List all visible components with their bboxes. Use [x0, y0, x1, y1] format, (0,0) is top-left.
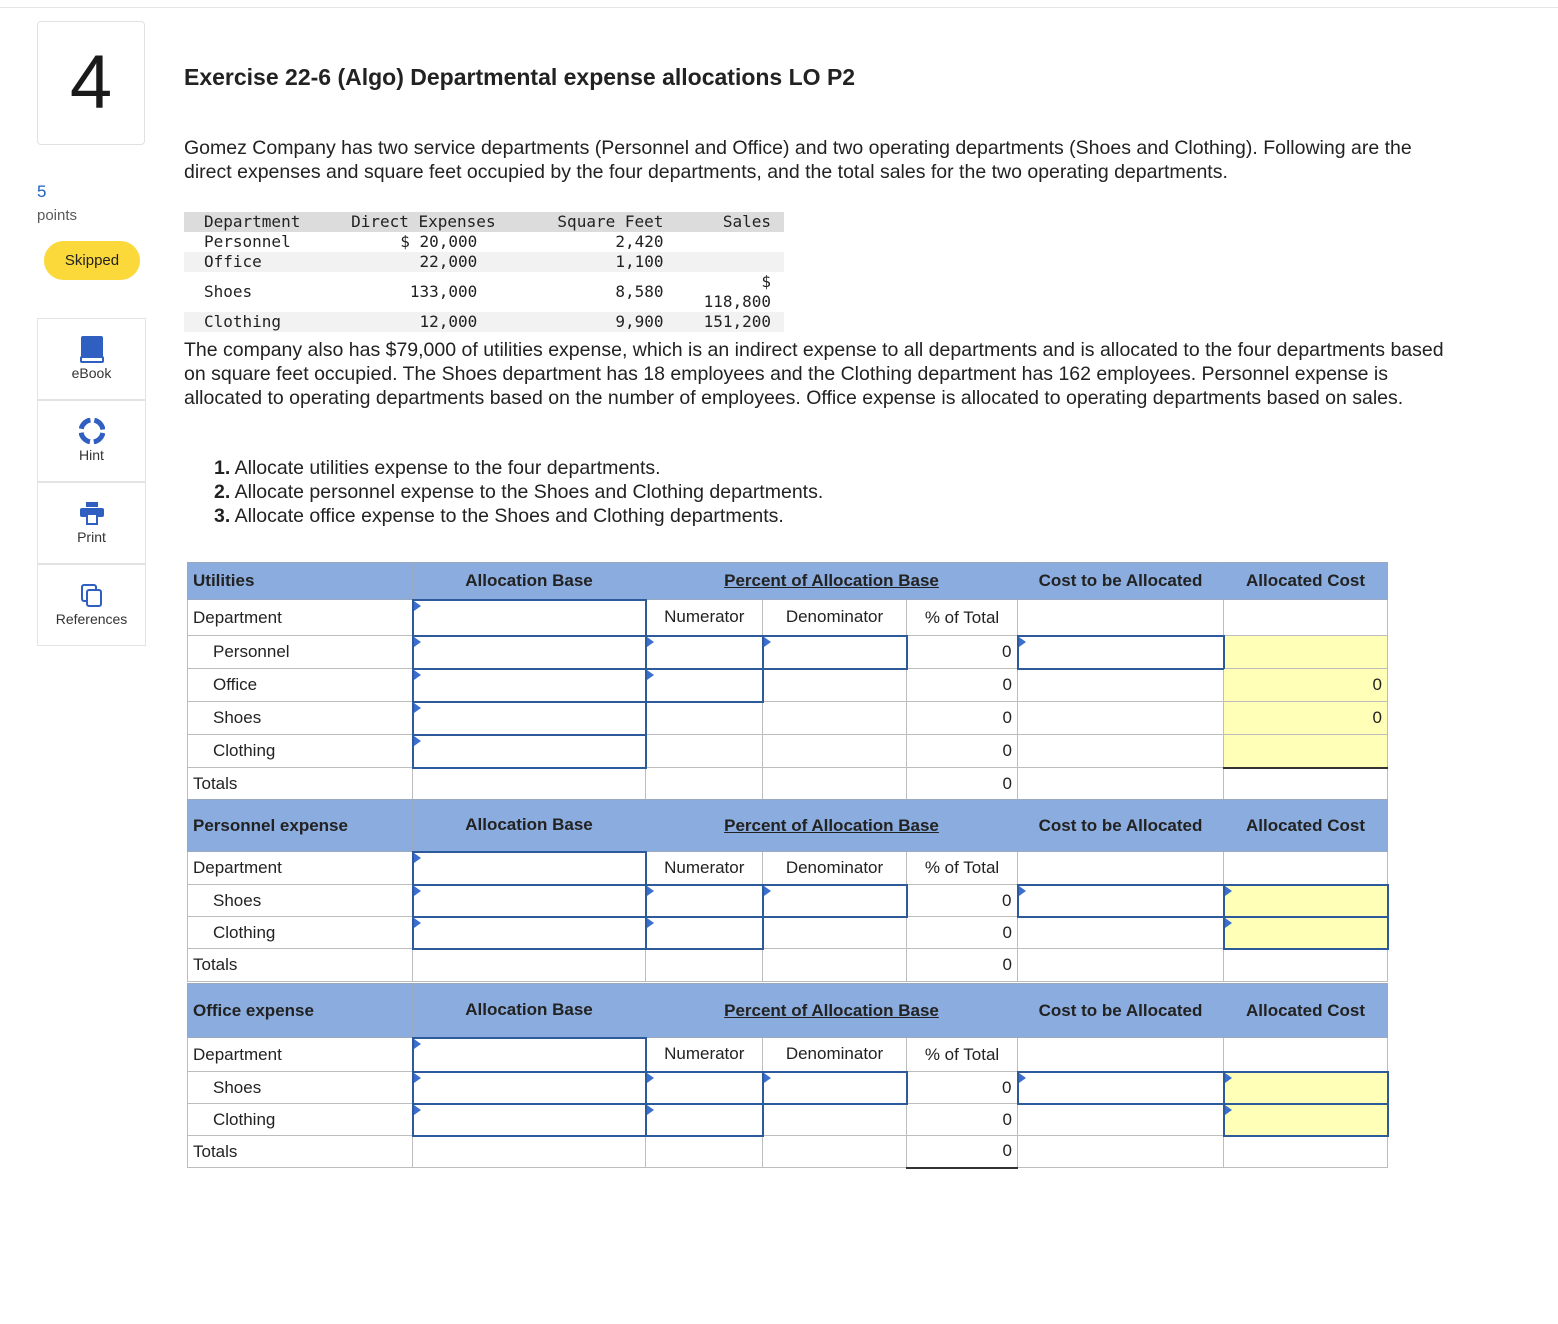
print-label: Print [77, 529, 106, 545]
allocated-cost-header: Allocated Cost [1224, 984, 1388, 1038]
sales-cell: $ 118,800 [703, 272, 771, 311]
lifebuoy-icon [38, 417, 145, 445]
header-department: Department [184, 212, 329, 232]
empty-cell [646, 768, 763, 800]
pct-total-label: % of Total [907, 600, 1018, 636]
percent-allocation-base-header: Percent of Allocation Base [646, 800, 1018, 852]
pct-total: 0 [907, 1136, 1018, 1168]
empty-cell [1018, 702, 1224, 735]
intro-paragraph: Gomez Company has two service departments (Personnel and Office) and two operating departments (Shoes and Clothing). Following are the direct expenses and square feet occupied by the four departments, and the total sales for the two operating departments. [184, 137, 1412, 183]
pct-of-total: 0 [907, 1104, 1018, 1136]
pct-total-label: % of Total [907, 852, 1018, 885]
totals-label: Totals [188, 768, 413, 800]
pct-of-total: 0 [907, 917, 1018, 949]
empty-cell [646, 735, 763, 768]
empty-cell [1018, 735, 1224, 768]
allocation-base-input[interactable] [413, 1072, 646, 1104]
empty-cell [413, 768, 646, 800]
table-row [188, 735, 1388, 768]
empty-cell [413, 1136, 646, 1168]
expense-cell: 22,000 [329, 252, 517, 272]
data-row [184, 232, 784, 252]
print-button[interactable] [37, 482, 146, 564]
personnel-worksheet [187, 799, 1389, 982]
department-label: Department [188, 852, 413, 885]
dept-label: Clothing [188, 735, 413, 768]
empty-cell [763, 949, 907, 982]
empty-cell [646, 702, 763, 735]
empty-cell [1018, 600, 1224, 636]
empty-cell [1018, 917, 1224, 949]
step-3: 3. Allocate office expense to the Shoes and Clothing departments. [214, 505, 784, 527]
empty-cell [763, 1136, 907, 1168]
empty-cell [646, 1136, 763, 1168]
empty-cell [1018, 768, 1224, 800]
points-label: points [37, 207, 78, 224]
allocation-base-header: Allocation Base [413, 984, 646, 1038]
sales-cell [704, 252, 784, 272]
header-sales: Sales [704, 212, 784, 232]
allocated-cost: 0 [1224, 669, 1388, 702]
allocation-base-input[interactable] [413, 669, 646, 702]
copy-pages-icon [38, 581, 145, 609]
numerator-label: Numerator [646, 600, 763, 636]
pct-of-total: 0 [907, 735, 1018, 768]
pct-total: 0 [907, 768, 1018, 800]
office-worksheet [187, 983, 1389, 1169]
department-label: Department [188, 1038, 413, 1072]
expense-cell: 133,000 [409, 282, 478, 301]
allocated-cost [1224, 735, 1388, 768]
data-row [184, 252, 784, 272]
allocation-base-input[interactable] [413, 1104, 646, 1136]
pct-of-total: 0 [907, 1072, 1018, 1104]
table-row [188, 1072, 1388, 1104]
empty-cell [1018, 852, 1224, 885]
numerator-label: Numerator [646, 852, 763, 885]
cost-to-allocate-header: Cost to be Allocated [1018, 563, 1224, 600]
allocation-base-name-input[interactable] [413, 600, 646, 636]
data-row [184, 272, 784, 312]
details-paragraph: The company also has $79,000 of utilities expense, which is an indirect expense to all departments and is allocated to the four departments based on square feet occupied. The Shoes department has 18 employees and the Clothing department has 162 employees. Personnel expense is allocated to operating departments based on the number of employees. Office expense is allocated to operating departments based on sales. [184, 339, 1444, 409]
hint-label: Hint [79, 447, 104, 463]
allocation-base-header: Allocation Base [413, 563, 646, 600]
allocated-cost-input[interactable] [1224, 885, 1388, 917]
totals-row [188, 949, 1388, 982]
ebook-label: eBook [71, 365, 112, 381]
book-icon [38, 335, 145, 363]
header-direct-expenses: Direct Expenses [329, 212, 517, 232]
references-label: References [55, 611, 128, 627]
empty-cell [763, 702, 907, 735]
empty-cell [1018, 1104, 1224, 1136]
step-2: 2. Allocate personnel expense to the Shoes and Clothing departments. [214, 481, 824, 503]
empty-cell [763, 768, 907, 800]
points-value: 5 [37, 182, 47, 201]
empty-cell [1224, 852, 1388, 885]
sqft-cell: 2,420 [615, 232, 664, 251]
sales-cell: 151,200 [704, 312, 784, 332]
cost-to-allocate-input[interactable] [1018, 1072, 1224, 1104]
empty-cell [763, 1104, 907, 1136]
allocation-base-input[interactable] [413, 636, 646, 669]
numerator-label: Numerator [646, 1038, 763, 1072]
office-section-title: Office expense [188, 984, 413, 1038]
utilities-section-title: Utilities [188, 563, 413, 600]
cost-to-allocate-input[interactable] [1018, 885, 1224, 917]
allocated-cost: 0 [1224, 702, 1388, 735]
allocation-base-name-input[interactable] [413, 852, 646, 885]
dept-cell: Shoes [204, 282, 253, 301]
numerator-input[interactable] [646, 1104, 763, 1136]
empty-cell [763, 669, 907, 702]
pct-of-total: 0 [907, 702, 1018, 735]
instruction-steps [214, 456, 823, 528]
empty-cell [763, 735, 907, 768]
allocated-cost-input[interactable] [1224, 1072, 1388, 1104]
allocated-cost-input[interactable] [1224, 1104, 1388, 1136]
personnel-section-title: Personnel expense [188, 800, 413, 852]
dept-label: Office [188, 669, 413, 702]
percent-allocation-base-header: Percent of Allocation Base [646, 984, 1018, 1038]
dept-cell: Clothing [184, 312, 329, 332]
denominator-label: Denominator [763, 600, 907, 636]
dept-label: Clothing [188, 1104, 413, 1136]
cost-to-allocate-header: Cost to be Allocated [1018, 984, 1224, 1038]
dept-label: Shoes [188, 1072, 413, 1104]
hint-button[interactable] [37, 400, 146, 482]
numerator-input[interactable] [646, 1072, 763, 1104]
table-row [188, 636, 1388, 669]
numerator-input[interactable] [646, 636, 763, 669]
dept-label: Personnel [188, 636, 413, 669]
base-total [413, 949, 646, 982]
table-row [188, 702, 1388, 735]
data-row [184, 312, 784, 332]
pct-of-total: 0 [907, 669, 1018, 702]
totals-row [188, 768, 1388, 800]
pct-of-total: 0 [907, 636, 1018, 669]
numerator-input[interactable] [646, 669, 763, 702]
allocation-base-header: Allocation Base [413, 800, 646, 852]
denominator-input[interactable] [763, 885, 907, 917]
step-1: 1. Allocate utilities expense to the four departments. [214, 457, 661, 479]
empty-cell [1018, 1136, 1224, 1168]
question-number-box [37, 21, 145, 145]
sqft-cell: 9,900 [517, 312, 703, 332]
denominator-input[interactable] [763, 636, 907, 669]
pct-total-label: % of Total [907, 1038, 1018, 1072]
sqft-cell: 1,100 [517, 252, 703, 272]
empty-cell [1018, 669, 1224, 702]
dept-label: Shoes [188, 702, 413, 735]
empty-cell [1018, 949, 1224, 982]
exercise-title: Exercise 22-6 (Algo) Departmental expense allocations LO P2 [184, 64, 856, 90]
sales-cell [704, 232, 784, 252]
ebook-button[interactable] [37, 318, 146, 400]
denominator-label: Denominator [763, 852, 907, 885]
table-row [188, 669, 1388, 702]
allocation-base-input[interactable] [413, 885, 646, 917]
cost-to-allocate-input[interactable] [1018, 636, 1224, 669]
expense-cell: $ 20,000 [400, 232, 478, 251]
dept-label: Clothing [188, 917, 413, 949]
dept-cell: Personnel [204, 232, 291, 251]
dept-label: Shoes [188, 885, 413, 917]
sqft-cell: 8,580 [615, 282, 664, 301]
question-number: 4 [69, 40, 113, 125]
pct-of-total: 0 [907, 885, 1018, 917]
numerator-input[interactable] [646, 885, 763, 917]
allocation-base-input[interactable] [413, 702, 646, 735]
allocated-total [1224, 1136, 1388, 1168]
department-label: Department [188, 600, 413, 636]
empty-cell [1224, 1038, 1388, 1072]
totals-label: Totals [188, 949, 413, 982]
pct-total: 0 [907, 949, 1018, 982]
allocation-base-input[interactable] [413, 917, 646, 949]
dept-cell: Office [184, 252, 329, 272]
table-row [188, 1104, 1388, 1136]
printer-icon [38, 499, 145, 527]
utilities-worksheet [187, 562, 1388, 800]
numerator-total [646, 949, 763, 982]
department-data-table [184, 212, 784, 332]
empty-cell [1224, 600, 1388, 636]
allocated-cost-input[interactable] [1224, 917, 1388, 949]
table-row [188, 917, 1388, 949]
allocation-base-input[interactable] [413, 735, 646, 768]
expense-cell: 12,000 [329, 312, 517, 332]
allocated-cost-header: Allocated Cost [1224, 800, 1388, 852]
percent-allocation-base-header: Percent of Allocation Base [646, 563, 1018, 600]
allocated-total [1224, 768, 1388, 800]
references-button[interactable] [37, 564, 146, 646]
allocated-cost-header: Allocated Cost [1224, 563, 1388, 600]
skipped-badge: Skipped [44, 241, 140, 280]
empty-cell [1018, 1038, 1224, 1072]
empty-cell [763, 917, 907, 949]
header-square-feet: Square Feet [517, 212, 703, 232]
allocated-cost [1224, 636, 1388, 669]
numerator-input[interactable] [646, 917, 763, 949]
denominator-label: Denominator [763, 1038, 907, 1072]
table-row [188, 885, 1388, 917]
cost-to-allocate-header: Cost to be Allocated [1018, 800, 1224, 852]
allocated-total [1224, 949, 1388, 982]
allocation-base-name-input[interactable] [413, 1038, 646, 1072]
totals-label: Totals [188, 1136, 413, 1168]
totals-row [188, 1136, 1388, 1168]
denominator-input[interactable] [763, 1072, 907, 1104]
top-divider [0, 7, 1558, 8]
